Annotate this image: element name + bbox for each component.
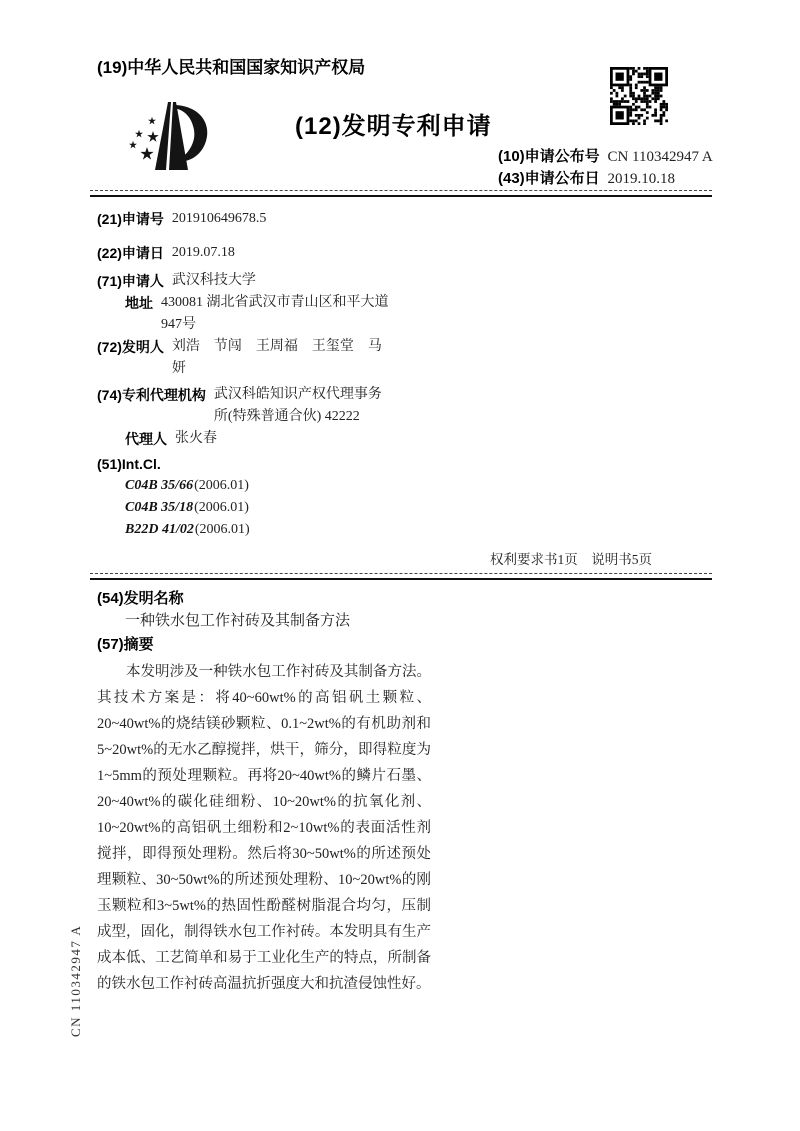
publication-date-label: (43)申请公布日 bbox=[498, 170, 600, 187]
sidebar-publication-number: CN 110342947 A bbox=[68, 924, 83, 1037]
abstract-text: 本发明涉及一种铁水包工作衬砖及其制备方法。其技术方案是：将40~60wt%的高铝矾土颗粒、20~40wt%的烧结镁砂颗粒、0.1~2wt%的有机助剂和5~20wt%的无水乙醇搅拌，烘干，筛分，即得粒度为1~5mm的预处理颗粒。再将20~40wt%的鳞片石墨、20~40wt%的碳化硅细粉、10~20wt%的抗氧化剂、10~20wt%的高铝矾土细粉和2~10wt%的表面活性剂搅拌，即得预处理粉。然后将30~50wt%的所述预处理颗粒、30~50wt%的所述预处理粉、10~20wt%的刚玉颗粒和3~5wt%的热固性酚醛树脂混合均匀，压制成型，固化，制得铁水包工作衬砖。本发明具有生产成本低、工艺简单和易于工业化生产的特点，所制备的铁水包工作衬砖高温抗折强度大和抗渣侵蚀性好。 bbox=[97, 664, 431, 992]
intcl-version: (2006.01) bbox=[194, 478, 249, 493]
agent-row bbox=[125, 428, 712, 450]
bibliographic-section bbox=[97, 208, 712, 541]
abstract-label: (57)摘要 bbox=[97, 636, 154, 653]
intcl-entry bbox=[125, 497, 712, 519]
intcl-version: (2006.01) bbox=[194, 500, 249, 515]
qr-code-icon bbox=[610, 67, 668, 125]
cnipa-emblem-icon bbox=[118, 92, 230, 182]
intcl-list bbox=[125, 475, 712, 541]
inventors-label: (72)发明人 bbox=[97, 339, 164, 355]
filing-date-row bbox=[97, 242, 712, 264]
agency-row bbox=[97, 384, 712, 428]
intcl-entry bbox=[125, 519, 712, 541]
invention-title-label: (54)发明名称 bbox=[97, 590, 184, 607]
application-number-label: (21)申请号 bbox=[97, 211, 164, 227]
agent-value: 张火春 bbox=[175, 431, 217, 446]
header-divider bbox=[90, 190, 712, 197]
filing-date-label: (22)申请日 bbox=[97, 245, 164, 261]
invention-title-section bbox=[97, 587, 712, 656]
filing-date-value: 2019.07.18 bbox=[171, 245, 235, 260]
document-type-title: (12)发明专利申请 bbox=[295, 113, 492, 140]
section-divider bbox=[90, 573, 712, 580]
applicant-block bbox=[97, 270, 712, 336]
intcl-code: C04B 35/66 bbox=[125, 478, 194, 493]
applicant-label: (71)申请人 bbox=[97, 273, 164, 289]
inventors-value: 刘浩 节闯 王周福 王玺堂 马妍 bbox=[171, 339, 382, 376]
application-number-value: 201910649678.5 bbox=[171, 211, 267, 226]
publication-date-row bbox=[498, 168, 713, 190]
publication-number-label: (10)申请公布号 bbox=[498, 148, 600, 165]
intcl-block bbox=[97, 453, 712, 541]
application-number-row bbox=[97, 208, 712, 230]
intcl-version: (2006.01) bbox=[194, 522, 250, 537]
intcl-code: C04B 35/18 bbox=[125, 500, 194, 515]
agency-label: (74)专利代理机构 bbox=[97, 387, 206, 403]
publication-number-value: CN 110342947 A bbox=[607, 149, 713, 165]
address-label: 地址 bbox=[125, 295, 153, 311]
intcl-label: (51)Int.Cl. bbox=[97, 456, 161, 472]
agent-label: 代理人 bbox=[125, 431, 167, 447]
applicant-value: 武汉科技大学 bbox=[171, 273, 256, 288]
publication-number-row bbox=[498, 146, 713, 168]
agency-block bbox=[97, 384, 712, 450]
intcl-code: B22D 41/02 bbox=[125, 522, 194, 537]
patent-office-name: (19)中华人民共和国国家知识产权局 bbox=[97, 58, 366, 77]
applicant-row bbox=[97, 270, 712, 292]
agency-value: 武汉科皓知识产权代理事务所(特殊普通合伙) 42222 bbox=[213, 387, 382, 424]
inventors-row bbox=[97, 336, 712, 380]
address-value: 430081 湖北省武汉市青山区和平大道947号 bbox=[161, 295, 389, 332]
pages-info: 权利要求书1页 说明书5页 bbox=[490, 552, 652, 567]
publication-date-value: 2019.10.18 bbox=[607, 171, 675, 187]
address-row bbox=[125, 292, 712, 336]
invention-title: 一种铁水包工作衬砖及其制备方法 bbox=[125, 613, 351, 629]
publication-block bbox=[498, 146, 713, 190]
intcl-entry bbox=[125, 475, 712, 497]
